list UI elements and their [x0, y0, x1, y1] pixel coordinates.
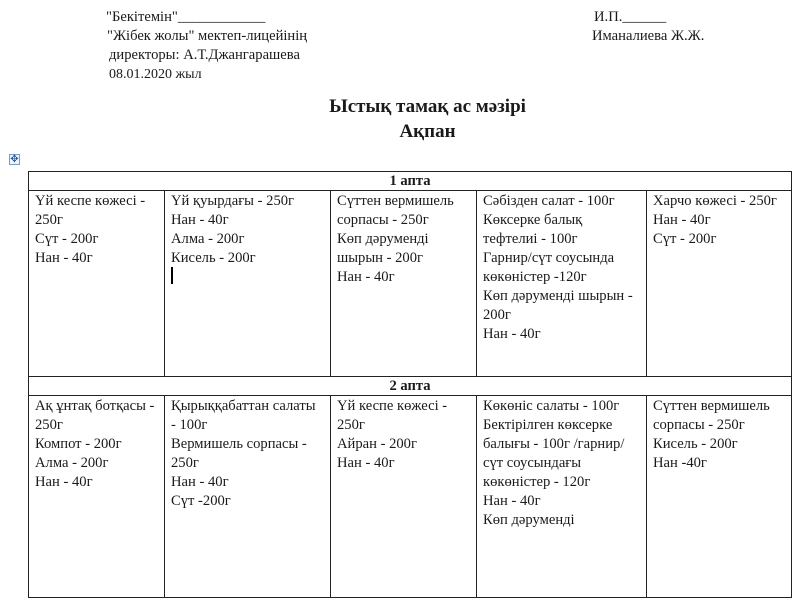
menu-item: Үй қуырдағы - 250г: [171, 193, 295, 209]
menu-item: Сәбізден салат - 100г: [483, 193, 615, 209]
menu-cell[interactable]: [331, 191, 477, 377]
menu-cell[interactable]: [647, 396, 792, 598]
menu-item: Сүт - 200г: [35, 231, 99, 247]
menu-item: Нан - 40г: [35, 474, 93, 490]
signature-line: И.П.______: [594, 9, 667, 25]
menu-item: Нан - 40г: [653, 212, 711, 228]
menu-item: Көкөніс салаты - 100г: [483, 398, 620, 414]
menu-item: Айран - 200г: [337, 436, 417, 452]
menu-item: Көп дәруменді: [483, 512, 575, 528]
menu-item: Кисель - 200г: [171, 250, 256, 266]
menu-item: Нан - 40г: [337, 269, 395, 285]
menu-item: Үй кеспе көжесі - 250г: [35, 193, 146, 228]
menu-item: Алма - 200г: [35, 455, 109, 471]
menu-cell[interactable]: [647, 191, 792, 377]
table-move-handle-icon[interactable]: ✥: [10, 154, 19, 165]
menu-item: Нан - 40г: [483, 326, 541, 342]
menu-cell[interactable]: [477, 191, 647, 377]
menu-item: Бектірілген көксерке балығы - 100г /гарнир/ сүт соусындағы көкөністер - 120г: [483, 417, 625, 490]
menu-item: Алма - 200г: [171, 231, 245, 247]
menu-item: Көксерке балық тефтелиі - 100г: [483, 212, 583, 247]
menu-cell[interactable]: [331, 396, 477, 598]
menu-item: Нан - 40г: [337, 455, 395, 471]
menu-item: Гарнир/сүт соусында көкөністер -120г: [483, 250, 615, 285]
menu-item: Нан -40г: [653, 455, 707, 471]
approval-line: "Бекітемін"____________: [106, 9, 266, 25]
menu-item: Кисель - 200г: [653, 436, 738, 452]
week-header[interactable]: 1 апта: [29, 172, 792, 191]
text-cursor: [171, 267, 173, 284]
school-name: "Жібек жолы" мектеп-лицейінің: [107, 28, 308, 44]
director-name: директоры: А.Т.Джангарашева: [109, 47, 300, 63]
menu-item: Сүттен вермишель сорпасы - 250г: [337, 193, 454, 228]
signature-block: [592, 8, 704, 46]
document-title: Ыстық тамақ ас мәзірі: [329, 96, 526, 117]
menu-item: Нан - 40г: [483, 493, 541, 509]
menu-item: Ақ ұнтақ ботқасы - 250г: [35, 398, 155, 433]
menu-item: Сүт - 200г: [653, 231, 717, 247]
menu-item: Нан - 40г: [35, 250, 93, 266]
week-header[interactable]: 2 апта: [29, 377, 792, 396]
approval-block: [106, 8, 307, 84]
menu-item: Компот - 200г: [35, 436, 122, 452]
menu-cell[interactable]: [29, 396, 165, 598]
menu-cell[interactable]: [29, 191, 165, 377]
menu-item: Сүт -200г: [171, 493, 231, 509]
menu-item: Вермишель сорпасы - 250г: [171, 436, 307, 471]
menu-item: Сүттен вермишель сорпасы - 250г: [653, 398, 770, 433]
document-subtitle: Ақпан: [399, 121, 456, 142]
menu-cell[interactable]: [165, 396, 331, 598]
approval-date: 08.01.2020 жыл: [109, 67, 202, 82]
signer-name: Иманалиева Ж.Ж.: [592, 28, 705, 44]
menu-cell[interactable]: [165, 191, 331, 377]
menu-table: [28, 171, 792, 598]
menu-item: Үй кеспе көжесі - 250г: [337, 398, 448, 433]
menu-item: Нан - 40г: [171, 212, 229, 228]
menu-cell[interactable]: [477, 396, 647, 598]
menu-item: Харчо көжесі - 250г: [653, 193, 777, 209]
menu-item: Қырыққабаттан салаты - 100г: [171, 398, 316, 433]
menu-item: Нан - 40г: [171, 474, 229, 490]
menu-item: Көп дәруменді шырын - 200г: [337, 231, 429, 266]
menu-item: Көп дәруменді шырын - 200г: [483, 288, 633, 323]
